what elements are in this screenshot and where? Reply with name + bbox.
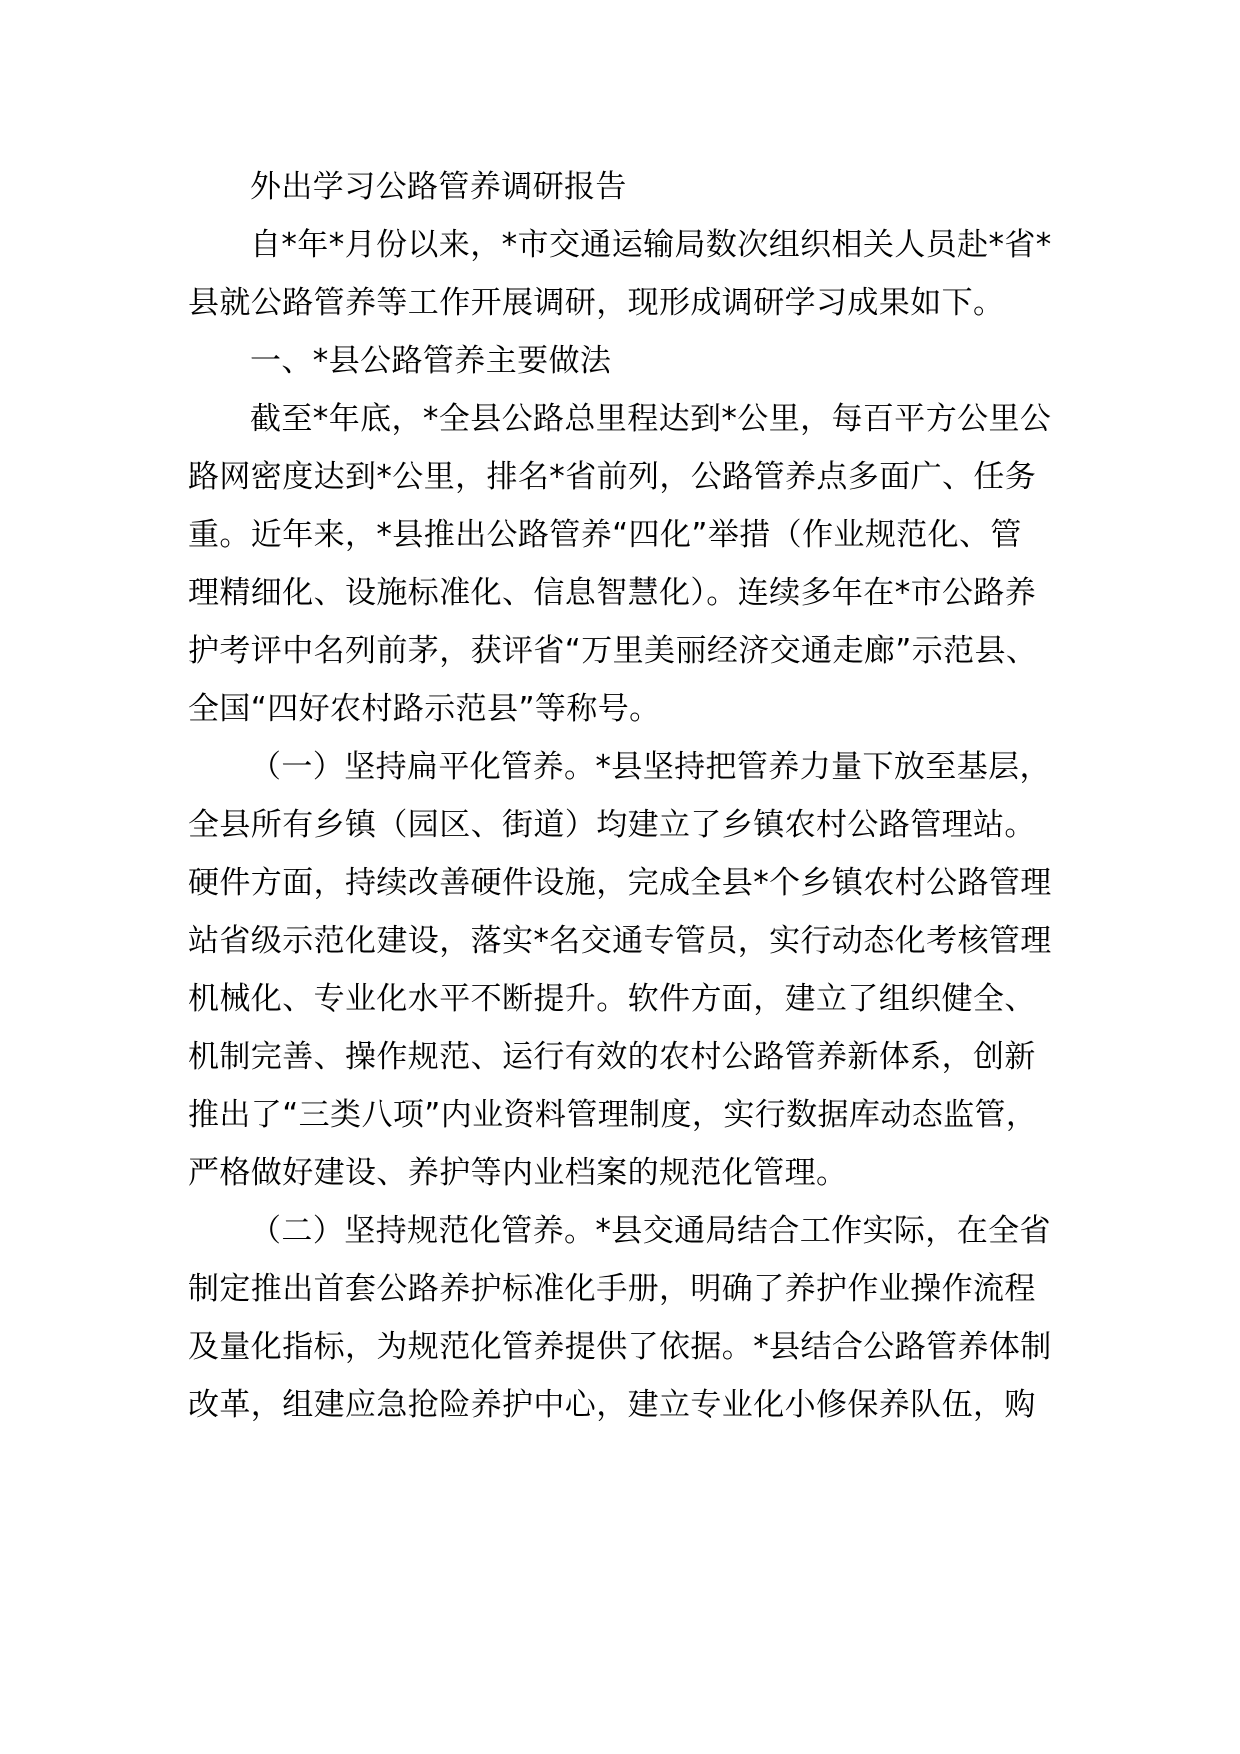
paragraph-line: 护考评中名列前茅，获评省“万里美丽经济交通走廊”示范县、	[188, 633, 1038, 669]
paragraph-line: 理精细化、设施标准化、信息智慧化）。连续多年在*市公路养	[188, 575, 1037, 611]
paragraph-line: 机制完善、操作规范、运行有效的农村公路管养新体系，创新	[188, 1039, 1036, 1075]
subsection-line: （一）坚持扁平化管养。*县坚持把管养力量下放至基层，	[250, 749, 1051, 785]
paragraph-line: 制定推出首套公路养护标准化手册，明确了养护作业操作流程	[188, 1271, 1036, 1307]
paragraph-line: 自*年*月份以来，*市交通运输局数次组织相关人员赴*省*	[250, 227, 1052, 263]
paragraph-line: 机械化、专业化水平不断提升。软件方面，建立了组织健全、	[188, 981, 1036, 1017]
paragraph-line: 严格做好建设、养护等内业档案的规范化管理。	[188, 1155, 848, 1191]
paragraph-line: 截至*年底，*全县公路总里程达到*公里，每百平方公里公	[250, 401, 1052, 437]
paragraph-line: 站省级示范化建设，落实*名交通专管员，实行动态化考核管理	[188, 923, 1052, 959]
paragraph-line: 全县所有乡镇（园区、街道）均建立了乡镇农村公路管理站。	[188, 807, 1036, 843]
paragraph-line: 县就公路管养等工作开展调研，现形成调研学习成果如下。	[188, 285, 1005, 321]
section-heading: 一、*县公路管养主要做法	[250, 343, 612, 379]
paragraph-line: 全国“四好农村路示范县”等称号。	[188, 691, 661, 727]
paragraph-line: 重。近年来，*县推出公路管养“四化”举措（作业规范化、管	[188, 517, 1022, 553]
paragraph-line: 及量化指标，为规范化管养提供了依据。*县结合公路管养体制	[188, 1329, 1052, 1365]
subsection-line: （二）坚持规范化管养。*县交通局结合工作实际，在全省	[250, 1213, 1051, 1249]
document-title: 外出学习公路管养调研报告	[250, 169, 627, 205]
paragraph-line: 推出了“三类八项”内业资料管理制度，实行数据库动态监管，	[188, 1097, 1038, 1133]
paragraph-line: 改革，组建应急抢险养护中心，建立专业化小修保养队伍，购	[188, 1387, 1036, 1423]
paragraph-line: 硬件方面，持续改善硬件设施，完成全县*个乡镇农村公路管理	[188, 865, 1052, 901]
paragraph-line: 路网密度达到*公里，排名*省前列，公路管养点多面广、任务	[188, 459, 1037, 495]
